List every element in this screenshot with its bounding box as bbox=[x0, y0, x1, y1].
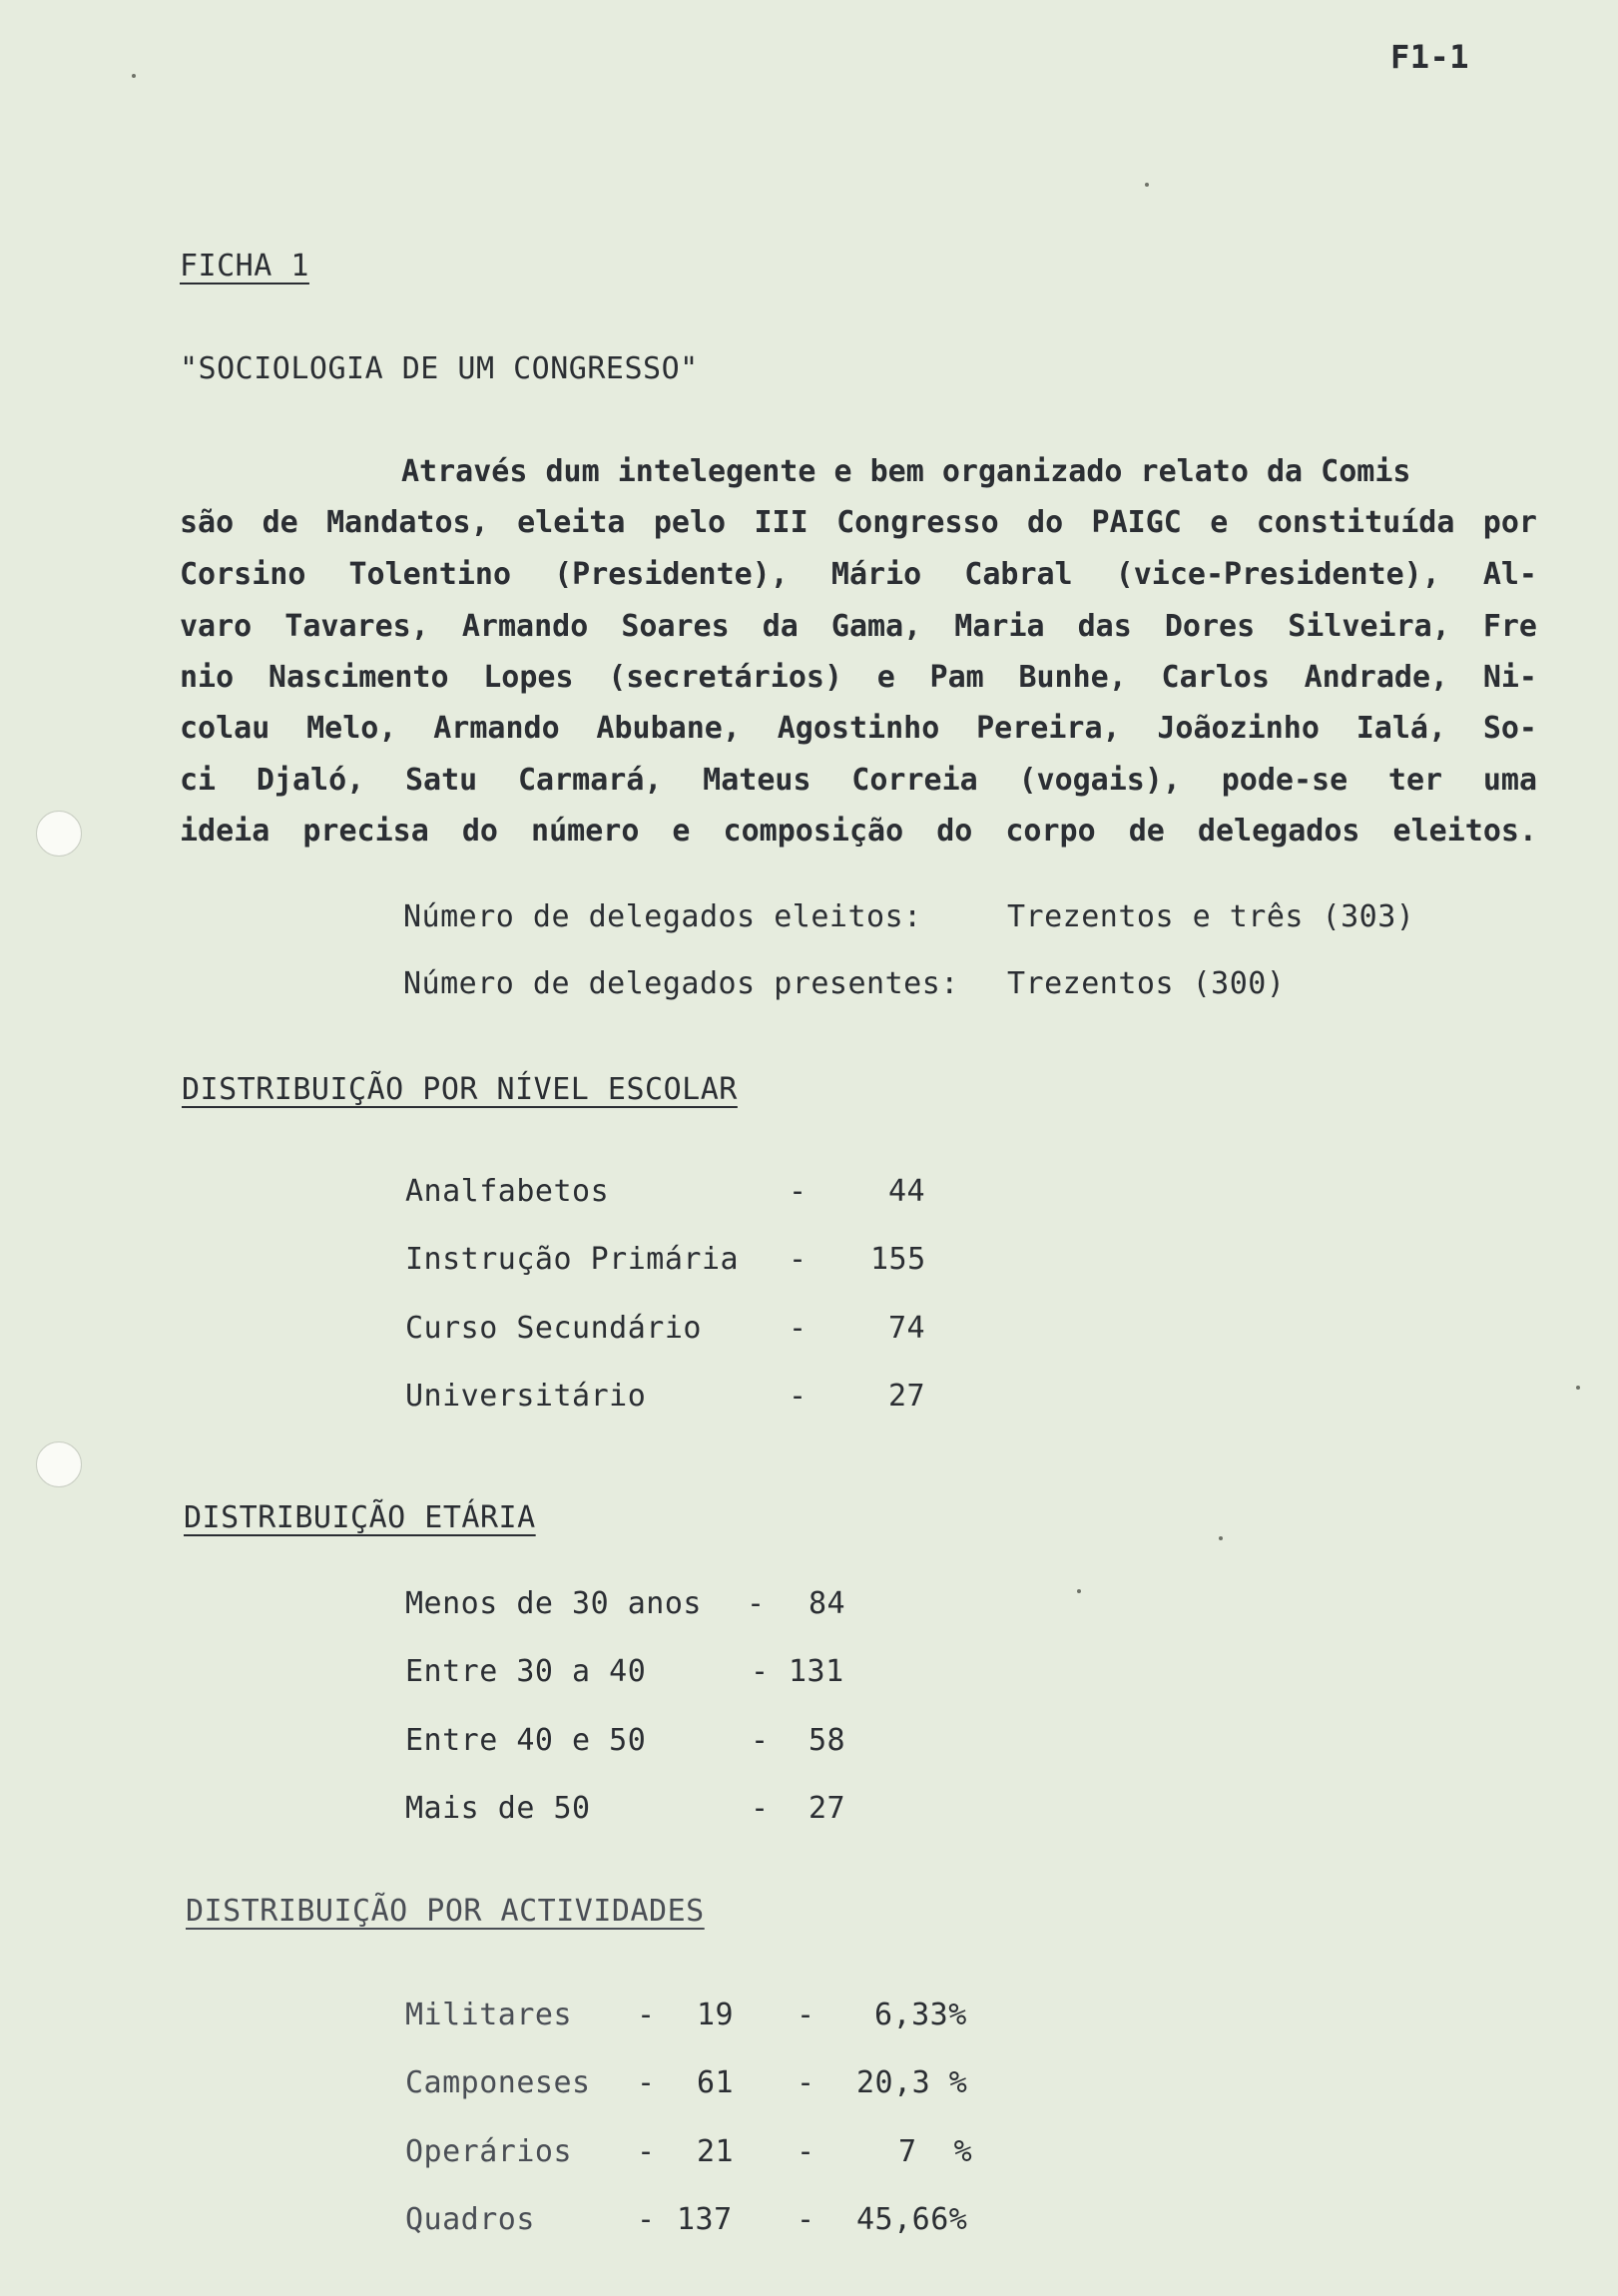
punch-hole-top bbox=[36, 811, 82, 857]
section-title-actividades: DISTRIBUIÇÃO POR ACTIVIDADES bbox=[186, 1894, 705, 1929]
row-dash: - bbox=[637, 2134, 656, 2169]
row-percent: 45,66% bbox=[856, 2202, 968, 2237]
row-dash: - bbox=[747, 1586, 766, 1621]
row-label: Menos de 30 anos bbox=[405, 1586, 702, 1621]
paragraph-line: Através dum intelegente e bem organizado relato da Comis bbox=[401, 454, 1411, 489]
row-label: Entre 30 a 40 bbox=[405, 1654, 647, 1689]
row-dash: - bbox=[789, 1311, 808, 1346]
row-label: Universitário bbox=[405, 1379, 647, 1414]
section-title-escolar: DISTRIBUIÇÃO POR NÍVEL ESCOLAR bbox=[182, 1072, 738, 1107]
row-percent: 7 % bbox=[898, 2134, 973, 2169]
row-label: Analfabetos bbox=[405, 1174, 610, 1209]
row-label: Quadros bbox=[405, 2202, 535, 2237]
row-value: 74 bbox=[888, 1311, 926, 1346]
delegates-present-value: Trezentos (300) bbox=[1007, 966, 1286, 1001]
row-dash: - bbox=[789, 1174, 808, 1209]
row-count: 19 bbox=[697, 1998, 735, 2032]
paragraph-line: são de Mandatos, eleita pelo III Congresso do PAIGC e constituída por bbox=[180, 505, 1537, 540]
row-label: Operários bbox=[405, 2134, 573, 2169]
row-dash: - bbox=[797, 1998, 815, 2032]
row-count: 61 bbox=[697, 2065, 735, 2100]
row-label: Entre 40 e 50 bbox=[405, 1723, 647, 1758]
page-id: F1-1 bbox=[1390, 38, 1470, 76]
row-value: 155 bbox=[870, 1242, 926, 1277]
paper-speck bbox=[1145, 183, 1149, 187]
row-dash: - bbox=[797, 2202, 815, 2237]
paragraph-line: ci Djaló, Satu Carmará, Mateus Correia (vogais), pode-se ter uma bbox=[180, 763, 1537, 798]
row-dash: - bbox=[637, 2065, 656, 2100]
row-dash: - bbox=[637, 2202, 656, 2237]
row-percent: 20,3 % bbox=[856, 2065, 968, 2100]
paragraph-line: varo Tavares, Armando Soares da Gama, Maria das Dores Silveira, Fre bbox=[180, 609, 1537, 644]
paragraph-line: nio Nascimento Lopes (secretários) e Pam Bunhe, Carlos Andrade, Ni- bbox=[180, 660, 1537, 695]
row-value: 44 bbox=[888, 1174, 926, 1209]
row-dash: - bbox=[789, 1379, 808, 1414]
punch-hole-bottom bbox=[36, 1441, 82, 1487]
section-title-etaria: DISTRIBUIÇÃO ETÁRIA bbox=[184, 1500, 536, 1535]
row-label: Instrução Primária bbox=[405, 1242, 740, 1277]
row-dash: - bbox=[751, 1654, 770, 1689]
paper-speck bbox=[1576, 1386, 1580, 1390]
row-label: Camponeses bbox=[405, 2065, 591, 2100]
row-label: Militares bbox=[405, 1998, 573, 2032]
delegates-elected-value: Trezentos e três (303) bbox=[1007, 899, 1415, 934]
doc-heading: FICHA 1 bbox=[180, 249, 309, 284]
paper-speck bbox=[1077, 1589, 1081, 1593]
row-value: 27 bbox=[888, 1379, 926, 1414]
row-value: 131 bbox=[789, 1654, 844, 1689]
paper-speck bbox=[132, 74, 136, 78]
paper-speck bbox=[1219, 1536, 1223, 1540]
delegates-elected-label: Número de delegados eleitos: bbox=[403, 899, 922, 934]
row-dash: - bbox=[751, 1791, 770, 1826]
row-label: Mais de 50 bbox=[405, 1791, 591, 1826]
paragraph-line: colau Melo, Armando Abubane, Agostinho Pereira, Joãozinho Ialá, So- bbox=[180, 711, 1537, 746]
row-value: 58 bbox=[809, 1723, 846, 1758]
delegates-present-label: Número de delegados presentes: bbox=[403, 966, 959, 1001]
row-count: 137 bbox=[677, 2202, 733, 2237]
row-label: Curso Secundário bbox=[405, 1311, 702, 1346]
row-dash: - bbox=[637, 1998, 656, 2032]
row-count: 21 bbox=[697, 2134, 735, 2169]
row-value: 84 bbox=[809, 1586, 846, 1621]
paragraph-line: Corsino Tolentino (Presidente), Mário Cabral (vice-Presidente), Al- bbox=[180, 557, 1537, 592]
row-dash: - bbox=[751, 1723, 770, 1758]
row-dash: - bbox=[789, 1242, 808, 1277]
doc-subtitle: "SOCIOLOGIA DE UM CONGRESSO" bbox=[180, 351, 699, 386]
row-dash: - bbox=[797, 2134, 815, 2169]
row-percent: 6,33% bbox=[874, 1998, 967, 2032]
row-value: 27 bbox=[809, 1791, 846, 1826]
row-dash: - bbox=[797, 2065, 815, 2100]
paragraph-line: ideia precisa do número e composição do corpo de delegados eleitos. bbox=[180, 814, 1537, 849]
